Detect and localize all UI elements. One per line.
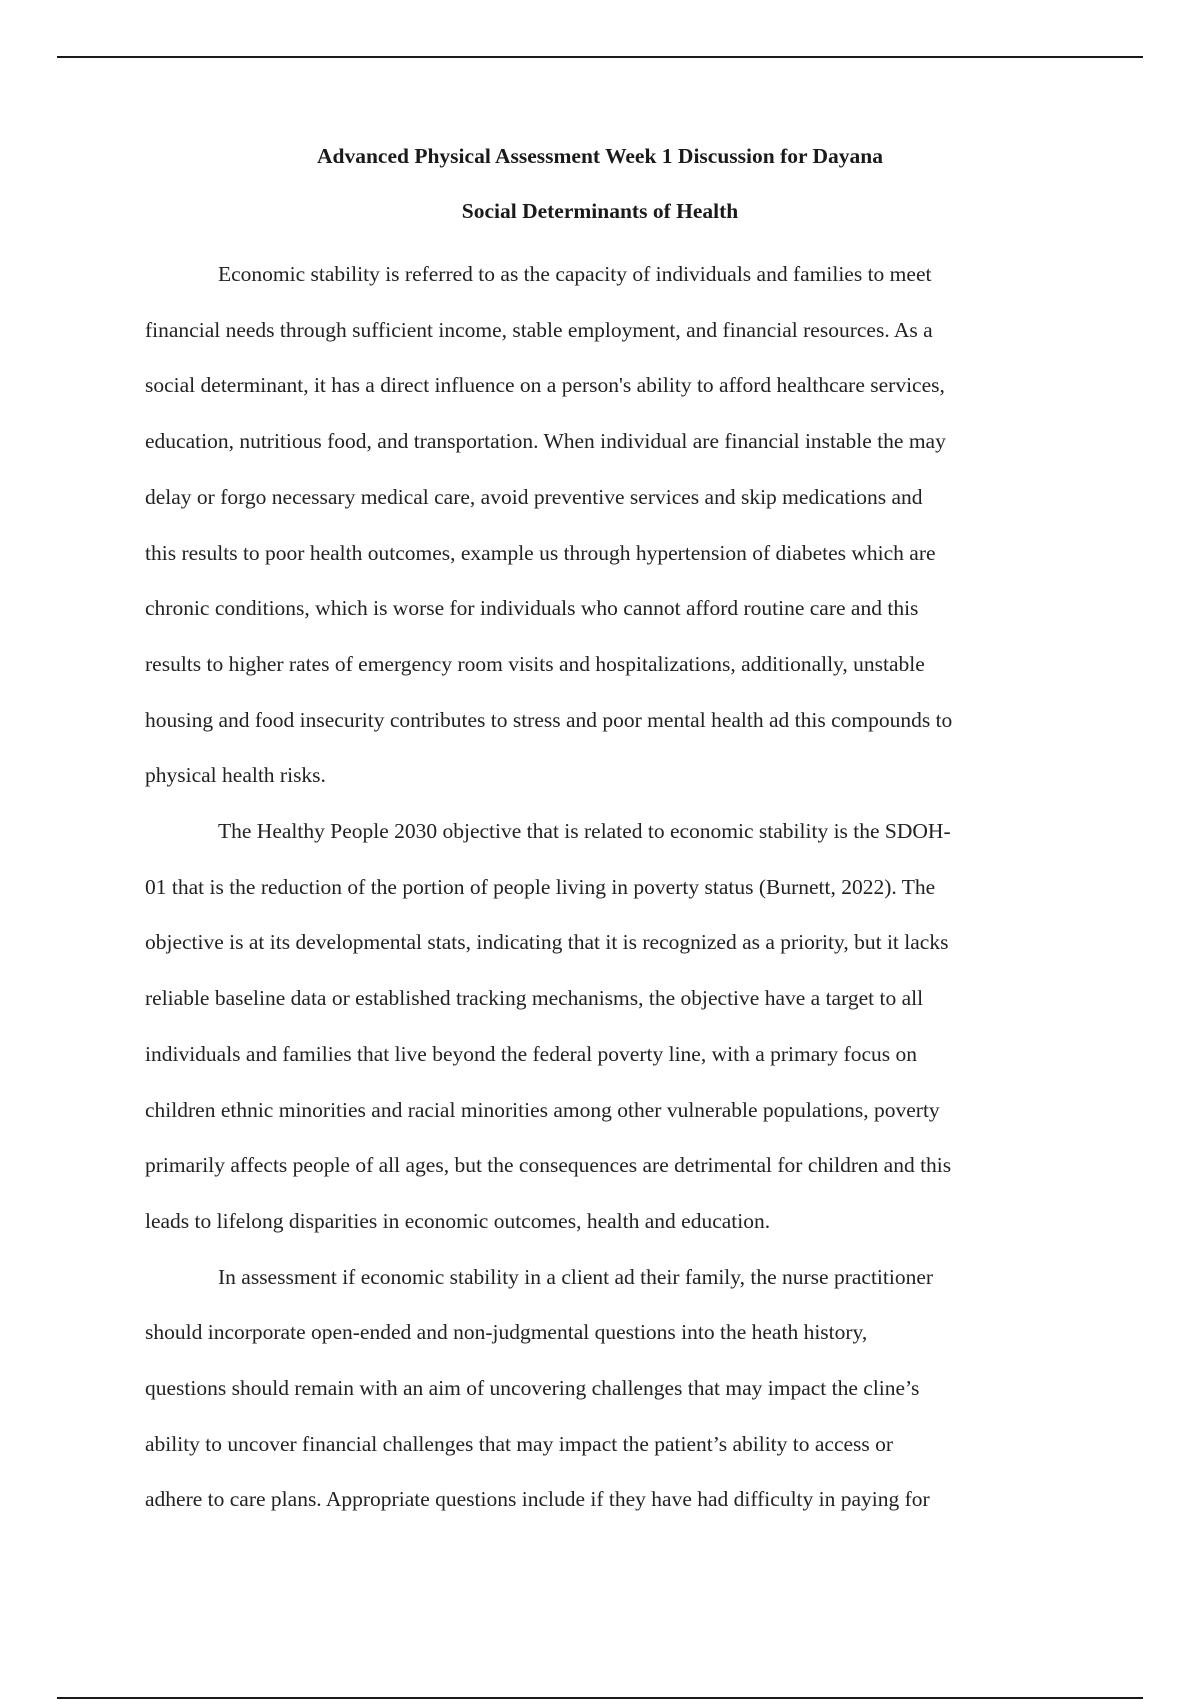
paragraph-line: housing and food insecurity contributes to stress and poor mental health ad this compounds to [145,707,953,732]
bottom-horizontal-rule [57,1697,1143,1699]
paragraph-line: delay or forgo necessary medical care, avoid preventive services and skip medications and [145,484,923,509]
paragraph-line: objective is at its developmental stats, indicating that it is recognized as a priority, but it lacks [145,930,949,955]
top-horizontal-rule [57,56,1143,58]
paragraph-line: individuals and families that live beyond the federal poverty line, with a primary focus on [145,1041,917,1066]
paragraph-line: questions should remain with an aim of uncovering challenges that may impact the cline’s [145,1376,920,1401]
paragraph-line: primarily affects people of all ages, but the consequences are detrimental for children and this [145,1153,952,1178]
paragraph-healthy-people-2030 [145,804,1055,1250]
paragraph-line: children ethnic minorities and racial minorities among other vulnerable populations, poverty [145,1097,940,1122]
document-title: Advanced Physical Assessment Week 1 Discussion for Dayana [316,144,884,168]
paragraph-line: 01 that is the reduction of the portion of people living in poverty status (Burnett, 2022). The [145,874,936,899]
paragraph-line: ability to uncover financial challenges that may impact the patient’s ability to access or [145,1431,894,1456]
paragraph-line: physical health risks. [145,763,326,788]
document-subtitle: Social Determinants of Health [461,199,739,223]
paragraph-line: adhere to care plans. Appropriate questions include if they have had difficulty in paying for [145,1487,930,1512]
paragraph-line: leads to lifelong disparities in economic outcomes, health and education. [145,1208,771,1233]
paragraph-line: financial needs through sufficient income, stable employment, and financial resources. As a [145,317,933,342]
paragraph-line: reliable baseline data or established tracking mechanisms, the objective have a target to all [145,986,924,1011]
paragraph-line: social determinant, it has a direct influence on a person's ability to afford healthcare services, [145,373,945,398]
paragraph-economic-stability [145,247,1055,804]
paragraph-line: Economic stability is referred to as the capacity of individuals and families to meet [218,262,932,286]
paragraph-line: this results to poor health outcomes, example us through hypertension of diabetes which are [145,540,936,565]
paragraph-line: should incorporate open-ended and non-judgmental questions into the heath history, [145,1320,868,1345]
document-body [145,140,1055,1528]
paragraph-line: In assessment if economic stability in a client ad their family, the nurse practitioner [218,1264,934,1289]
paragraph-line: education, nutritious food, and transportation. When individual are financial instable the may [145,429,946,454]
paragraph-line: chronic conditions, which is worse for individuals who cannot afford routine care and this [145,596,919,621]
paragraph-line: results to higher rates of emergency room visits and hospitalizations, additionally, unstable [145,651,925,676]
paragraph-assessment [145,1250,1055,1529]
paragraph-line: The Healthy People 2030 objective that is related to economic stability is the SDOH- [218,819,951,844]
